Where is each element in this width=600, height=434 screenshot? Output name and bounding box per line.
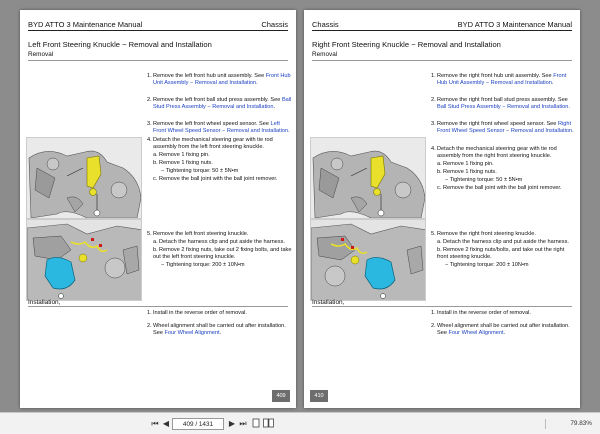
page-title: Left Front Steering Knuckle − Removal and Installation	[28, 40, 212, 49]
divider	[28, 60, 288, 61]
first-page-icon[interactable]: ⏮	[151, 419, 159, 428]
section-removal: Removal	[312, 51, 338, 58]
step-2: 2. Remove the right front ball stud press assembly. See Ball Stud Press Assembly − Removal and Installation.	[431, 97, 570, 110]
diagram-tie-rod-image	[26, 137, 142, 219]
header-right: Chassis	[261, 20, 288, 29]
divider	[312, 60, 572, 61]
step-4: 4. Detach the mechanical steering gear with tie rod assembly from the left front steering knuckle. a.Remove 1 fixing pin. b.Remove 1 fixing nuts. − Tightening torque: 50 ± 5N•m c. Remove the ball joint with the ball joint remover.	[147, 137, 278, 182]
page-header	[28, 19, 288, 31]
section-removal: Removal	[28, 51, 54, 58]
link-ball-stud[interactable]: Ball Stud Press Assembly − Removal and Installation	[437, 104, 569, 110]
page-header	[312, 19, 572, 31]
torque-spec: Tightening torque: 200 ± 10N•m	[449, 262, 529, 268]
link-four-wheel-alignment[interactable]: Four Wheel Alignment	[164, 330, 220, 336]
torque-spec: Tightening torque: 200 ± 10N•m	[165, 262, 245, 268]
page-title: Right Front Steering Knuckle − Removal and Installation	[312, 40, 501, 49]
zoom-level[interactable]: 79.83%	[570, 420, 592, 427]
step-1: 1. Remove the left front hub unit assembly. See Front Hub Unit Assembly − Removal and Installation.	[147, 73, 291, 86]
divider	[312, 306, 572, 307]
install-step-1: 1. Install in the reverse order of removal.	[147, 310, 247, 316]
link-wheel-speed-sensor[interactable]: Right Front Wheel Speed Sensor − Removal and Installation	[437, 121, 573, 134]
section-installation: Installation,	[28, 299, 61, 306]
single-page-view-icon[interactable]	[251, 418, 261, 430]
page-right	[304, 10, 580, 408]
step-3: 3. Remove the right front wheel speed sensor. See Right Front Wheel Speed Sensor − Removal and Installation.	[431, 121, 574, 134]
diagram-tie-rod-image	[310, 137, 426, 219]
header-right: BYD ATTO 3 Maintenance Manual	[457, 20, 572, 29]
last-page-icon[interactable]: ⏭	[239, 419, 247, 428]
page-left	[20, 10, 296, 408]
step-4: 4. Detach the mechanical steering gear with tie rod assembly from the right front steering knuckle. a.Remove 1 fixing pin. b.Remove 1 fixing nuts. − Tightening torque: 50 ± 5N•m c. Remove the ball joint with the ball joint remover.	[431, 146, 562, 191]
page-number-input[interactable]: 409 / 1431	[172, 418, 224, 430]
torque-spec: Tightening torque: 50 ± 5N•m	[449, 177, 523, 183]
step-5: 5. Remove the left front steering knuckle. a.Detach the harness clip and put aside the harness. b.Remove 2 fixing nuts, take out 2 fixing bolts, and take out the left front steering knuckle. − Tightening torque: 200 ± 10N•m	[147, 231, 292, 268]
previous-page-icon[interactable]: ◀	[162, 419, 170, 428]
header-left: Chassis	[312, 20, 339, 29]
next-page-icon[interactable]: ▶	[228, 419, 236, 428]
page-number: 409	[272, 390, 290, 402]
step-3: 3. Remove the left front wheel speed sensor. See Left Front Wheel Speed Sensor − Removal and Installation.	[147, 121, 290, 134]
diagram-knuckle-image	[310, 219, 426, 301]
divider	[28, 306, 288, 307]
link-ball-stud[interactable]: Ball Stud Press Assembly − Removal and Installation	[153, 97, 292, 110]
header-left: BYD ATTO 3 Maintenance Manual	[28, 20, 143, 29]
section-installation: Installation,	[312, 299, 345, 306]
link-wheel-speed-sensor[interactable]: Left Front Wheel Speed Sensor − Removal and Installation	[153, 121, 289, 134]
step-5: 5. Remove the right front steering knuckle. a.Detach the harness clip and put aside the harness. b.Remove 2 fixing nuts/bolts, and take out the right front steering knuckle. − Tightening torque: 200 ± 10N•m	[431, 231, 569, 268]
install-step-1: 1. Install in the reverse order of removal.	[431, 310, 531, 316]
two-page-view-icon[interactable]	[262, 418, 274, 430]
link-four-wheel-alignment[interactable]: Four Wheel Alignment	[448, 330, 504, 336]
torque-spec: Tightening torque: 50 ± 5N•m	[165, 168, 239, 174]
page-number: 410	[310, 390, 328, 402]
diagram-knuckle-image	[26, 219, 142, 301]
link-front-hub[interactable]: Front Hub Unit Assembly − Removal and Installation	[437, 73, 567, 86]
step-2: 2. Remove the left front ball stud press assembly. See Ball Stud Press Assembly − Removal and Installation.	[147, 97, 292, 110]
divider	[545, 419, 546, 429]
link-front-hub[interactable]: Front Hub Unit Assembly − Removal and Installation	[153, 73, 291, 86]
install-step-2: 2. Wheel alignment shall be carried out after installation. See Four Wheel Alignment.	[431, 323, 570, 336]
step-1: 1. Remove the right front hub unit assembly. See Front Hub Unit Assembly − Removal and Installation.	[431, 73, 567, 86]
install-step-2: 2. Wheel alignment shall be carried out after installation. See Four Wheel Alignment.	[147, 323, 286, 336]
bottom-toolbar	[0, 412, 600, 434]
